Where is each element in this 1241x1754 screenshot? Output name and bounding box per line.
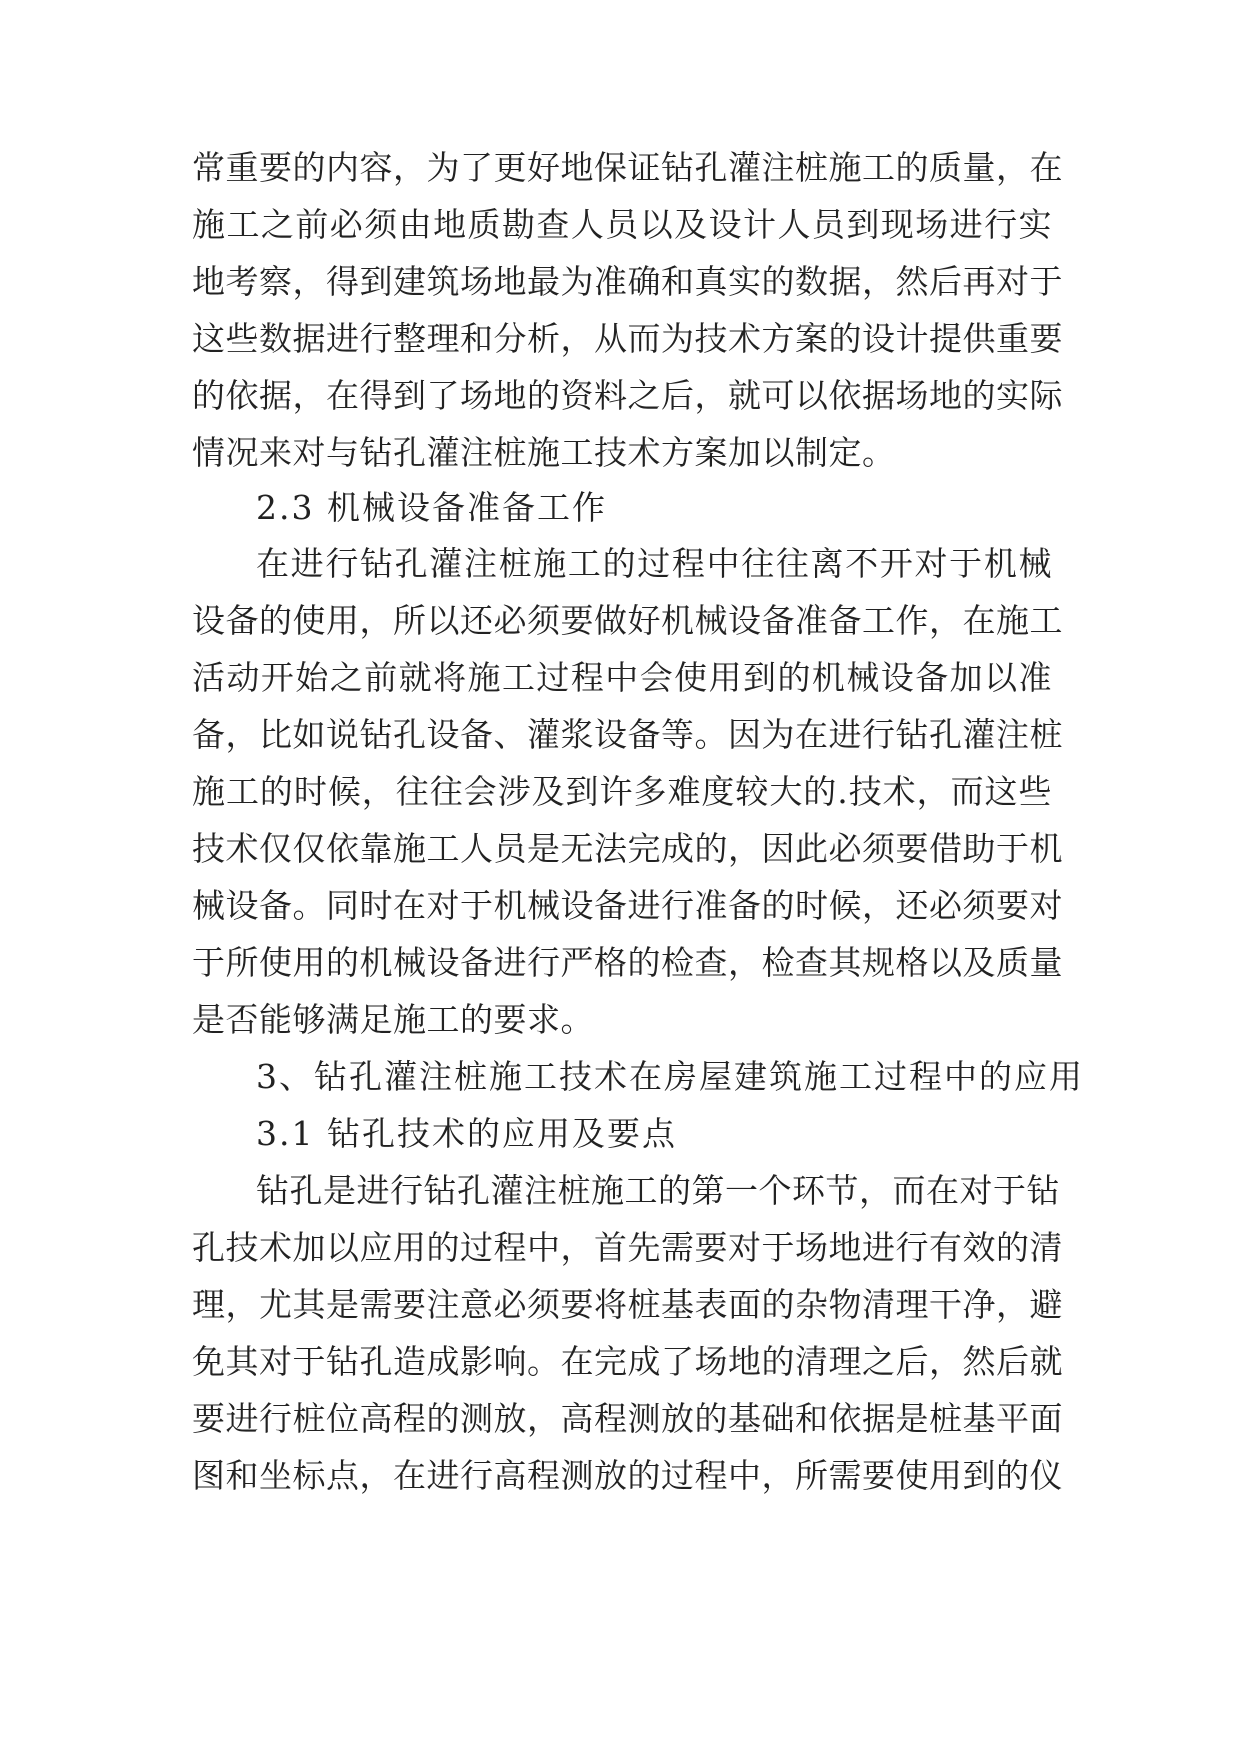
paragraph-2-line-6: 技术仅仅依靠施工人员是无法完成的，因此必须要借助于机 (192, 829, 1063, 868)
paragraph-3-line-2: 孔技术加以应用的过程中，首先需要对于场地进行有效的清 (192, 1228, 1063, 1267)
section-heading-2-3: 2.3 机械设备准备工作 (256, 488, 607, 527)
paragraph-3-line-1: 钻孔是进行钻孔灌注桩施工的第一个环节，而在对于钻 (256, 1171, 1060, 1210)
paragraph-2-line-2: 设备的使用，所以还必须要做好机械设备准备工作，在施工 (192, 601, 1063, 640)
paragraph-2-line-1: 在进行钻孔灌注桩施工的过程中往往离不开对于机械 (256, 544, 1052, 583)
paragraph-3-line-3: 理，尤其是需要注意必须要将桩基表面的杂物清理干净，避 (192, 1285, 1063, 1324)
section-heading-3: 3、钻孔灌注桩施工技术在房屋建筑施工过程中的应用 (256, 1057, 1084, 1096)
paragraph-3-line-5: 要进行桩位高程的测放，高程测放的基础和依据是桩基平面 (192, 1399, 1063, 1438)
paragraph-3-line-6: 图和坐标点，在进行高程测放的过程中，所需要使用到的仪 (192, 1456, 1063, 1495)
paragraph-1-line-1: 常重要的内容，为了更好地保证钻孔灌注桩施工的质量，在 (192, 148, 1063, 187)
paragraph-1-line-2: 施工之前必须由地质勘查人员以及设计人员到现场进行实 (192, 205, 1052, 244)
paragraph-1-line-3: 地考察，得到建筑场地最为准确和真实的数据，然后再对于 (192, 262, 1063, 301)
paragraph-1-line-4: 这些数据进行整理和分析，从而为技术方案的设计提供重要 (192, 319, 1063, 358)
paragraph-3-line-4: 免其对于钻孔造成影响。在完成了场地的清理之后，然后就 (192, 1342, 1063, 1381)
paragraph-1-line-5: 的依据，在得到了场地的资料之后，就可以依据场地的实际 (192, 376, 1063, 415)
paragraph-1-line-6: 情况来对与钻孔灌注桩施工技术方案加以制定。 (192, 433, 896, 472)
paragraph-2-line-7: 械设备。同时在对于机械设备进行准备的时候，还必须要对 (192, 886, 1063, 925)
paragraph-2-line-4: 备，比如说钻孔设备、灌浆设备等。因为在进行钻孔灌注桩 (192, 715, 1063, 754)
section-heading-3-1: 3.1 钻孔技术的应用及要点 (256, 1114, 677, 1153)
paragraph-2-line-8: 于所使用的机械设备进行严格的检查，检查其规格以及质量 (192, 943, 1063, 982)
paragraph-2-line-5: 施工的时候，往往会涉及到许多难度较大的.技术，而这些 (192, 772, 1052, 811)
paragraph-2-line-3: 活动开始之前就将施工过程中会使用到的机械设备加以准 (192, 658, 1052, 697)
paragraph-2-line-9: 是否能够满足施工的要求。 (192, 1000, 594, 1039)
